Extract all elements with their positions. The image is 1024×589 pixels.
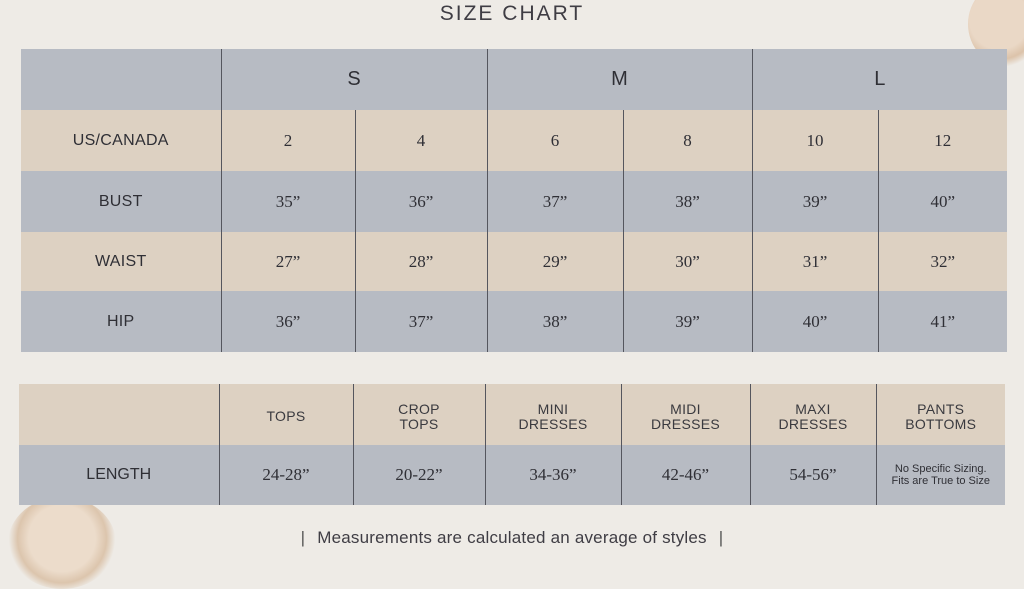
footnote <box>0 528 1024 548</box>
sizing-note-line: No Specific Sizing. <box>894 463 987 475</box>
table-row-us-canada <box>21 110 1007 171</box>
size-group-s: S <box>221 49 487 110</box>
table-row-waist <box>21 232 1007 291</box>
table-cell: 42-46” <box>621 445 750 505</box>
table-cell: 38” <box>487 291 623 352</box>
table-cell: 34-36” <box>485 445 621 505</box>
table-cell: 30” <box>623 232 752 291</box>
size-chart-table <box>21 49 1007 352</box>
table-cell: 37” <box>487 171 623 232</box>
table-cell: 39” <box>623 291 752 352</box>
length-header-row <box>19 384 1005 445</box>
table-cell: 40” <box>752 291 878 352</box>
row-label: LENGTH <box>19 445 219 505</box>
table-cell: 10 <box>752 110 878 171</box>
table-cell: 6 <box>487 110 623 171</box>
header-line: MAXI <box>795 400 831 417</box>
table-cell: 37” <box>355 291 487 352</box>
table-cell: 35” <box>221 171 355 232</box>
header-line: TOPS <box>266 408 306 424</box>
table-cell: 39” <box>752 171 878 232</box>
table-cell: 24-28” <box>219 445 353 505</box>
table-cell: 38” <box>623 171 752 232</box>
header-line: CROP <box>398 400 440 417</box>
header-line: DRESSES <box>778 415 848 432</box>
header-empty-cell <box>19 384 219 445</box>
row-label: BUST <box>21 171 221 232</box>
table-cell: 2 <box>221 110 355 171</box>
column-header-maxi-dresses <box>750 384 876 445</box>
table-cell: 31” <box>752 232 878 291</box>
table-row-hip <box>21 291 1007 352</box>
sizing-note-line: Fits are True to Size <box>891 475 990 487</box>
header-line: BOTTOMS <box>905 415 977 432</box>
header-line: MINI <box>537 400 569 417</box>
column-header-crop-tops <box>353 384 485 445</box>
table-cell: 29” <box>487 232 623 291</box>
header-line: DRESSES <box>518 415 588 432</box>
table-cell: 36” <box>355 171 487 232</box>
table-row-bust <box>21 171 1007 232</box>
header-line: MIDI <box>670 400 701 417</box>
table-row-length <box>19 445 1005 505</box>
table-cell: 8 <box>623 110 752 171</box>
sizing-note-cell <box>876 445 1005 505</box>
size-group-header-row <box>21 49 1007 110</box>
table-cell: 36” <box>221 291 355 352</box>
column-header-tops <box>219 384 353 445</box>
table-cell: 54-56” <box>750 445 876 505</box>
table-cell: 20-22” <box>353 445 485 505</box>
table-cell: 41” <box>878 291 1007 352</box>
row-label: WAIST <box>21 232 221 291</box>
column-header-pants-bottoms <box>876 384 1005 445</box>
header-line: TOPS <box>399 415 439 432</box>
table-cell: 40” <box>878 171 1007 232</box>
row-label: HIP <box>21 291 221 352</box>
column-header-midi-dresses <box>621 384 750 445</box>
length-chart-table <box>19 384 1005 505</box>
table-cell: 4 <box>355 110 487 171</box>
page-title: SIZE CHART <box>439 2 585 25</box>
table-cell: 28” <box>355 232 487 291</box>
header-line: DRESSES <box>650 415 720 432</box>
column-header-mini-dresses <box>485 384 621 445</box>
table-cell: 27” <box>221 232 355 291</box>
footnote-divider: | <box>718 528 724 547</box>
size-group-l: L <box>752 49 1007 110</box>
table-cell: 12 <box>878 110 1007 171</box>
row-label: US/CANADA <box>21 110 221 171</box>
size-group-m: M <box>487 49 752 110</box>
footnote-divider: | <box>300 528 306 547</box>
footnote-text: Measurements are calculated an average of styles <box>317 528 707 547</box>
header-line: PANTS <box>917 400 965 417</box>
table-cell: 32” <box>878 232 1007 291</box>
header-empty-cell <box>21 49 221 110</box>
